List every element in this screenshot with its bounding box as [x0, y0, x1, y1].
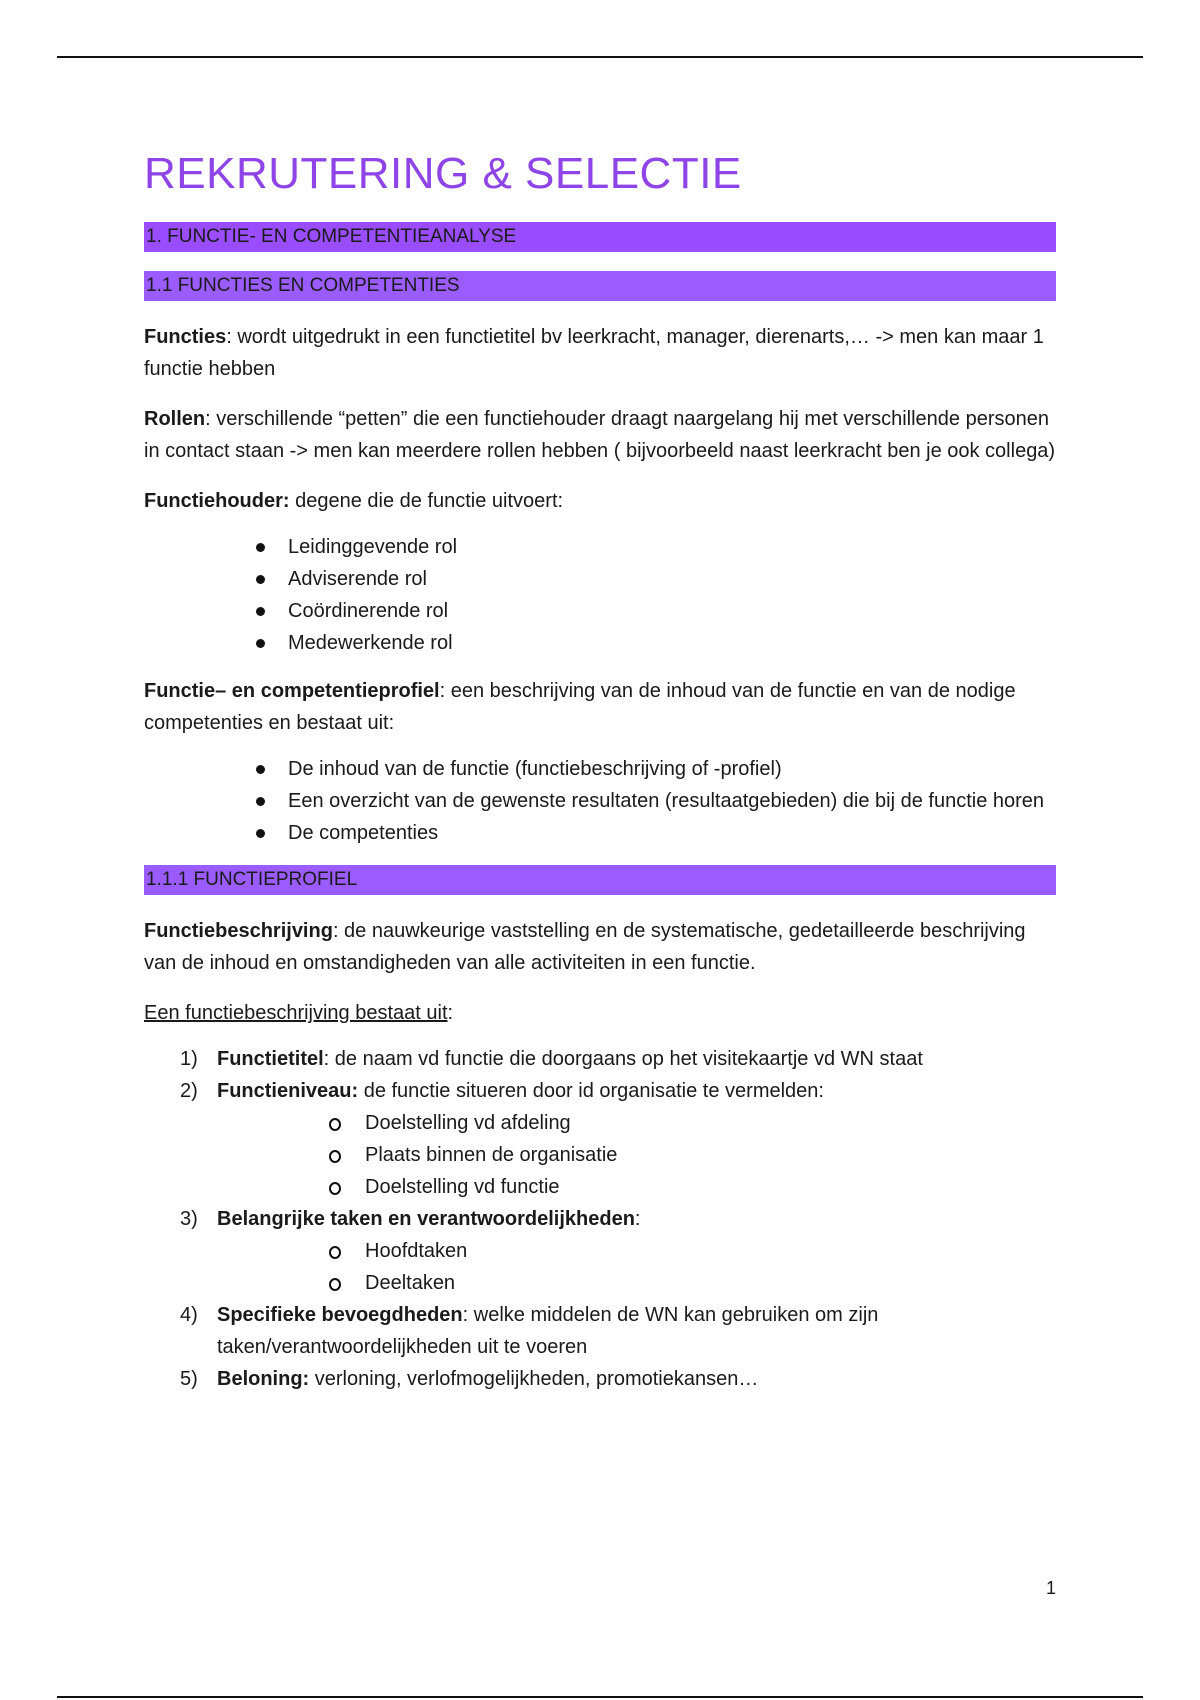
list-item — [254, 785, 1056, 817]
sub-list — [217, 1235, 1056, 1299]
sub-list-item — [327, 1235, 1056, 1267]
list-term: Specifieke bevoegdheden — [217, 1304, 463, 1327]
section-heading-1-1-1: 1.1.1 FUNCTIEPROFIEL — [144, 865, 1056, 895]
bullet-icon — [256, 543, 265, 552]
page-content — [144, 150, 1056, 1395]
sub-item-text: Doelstelling vd functie — [365, 1176, 560, 1199]
list-item-text: Coördinerende rol — [288, 600, 449, 623]
circle-bullet-icon — [329, 1246, 341, 1259]
term-profiel: Functie– en competentieprofiel — [144, 680, 440, 703]
bullet-icon — [256, 765, 265, 774]
text-profiel: : een beschrijving van de inhoud van de functie en van de nodige competenties en bestaat uit: — [144, 680, 1016, 735]
list-text: : welke middelen de WN kan gebruiken om zijn taken/verantwoordelijkheden uit te voeren — [217, 1304, 879, 1359]
list-item — [254, 531, 1056, 563]
text-functiehouder: degene die de functie uitvoert: — [289, 490, 564, 513]
list-term: Functieniveau: — [217, 1080, 359, 1103]
list-text: verloning, verlofmogelijkheden, promotiekansen… — [309, 1368, 759, 1391]
list-item-text: De inhoud van de functie (functiebeschrijving of -profiel) — [288, 758, 782, 781]
list-item — [254, 817, 1056, 849]
list-term: Beloning: — [217, 1368, 310, 1391]
list-number: 5) — [180, 1368, 198, 1391]
text-functies: : wordt uitgedrukt in een functietitel bv leerkracht, manager, dierenarts,… -> men kan maar 1 functie hebben — [144, 326, 1044, 381]
paragraph-functiebeschrijving — [144, 915, 1056, 979]
list-term: Belangrijke taken en verantwoordelijkheden — [217, 1208, 635, 1231]
text-functiebeschrijving: : de nauwkeurige vaststelling en de systematische, gedetailleerde beschrijving van de inhoud en omstandigheden van alle activiteiten in een functie. — [144, 920, 1026, 975]
profiel-list — [144, 753, 1056, 849]
circle-bullet-icon — [329, 1150, 341, 1163]
sub-list-item — [327, 1139, 1056, 1171]
sub-item-text: Doelstelling vd afdeling — [365, 1112, 571, 1135]
list-item — [254, 753, 1056, 785]
top-rule — [57, 56, 1143, 58]
paragraph-rollen — [144, 403, 1056, 467]
list-item-text: Leidinggevende rol — [288, 536, 458, 559]
sub-list-item — [327, 1107, 1056, 1139]
bullet-icon — [256, 797, 265, 806]
list-item-text: Medewerkende rol — [288, 632, 453, 655]
circle-bullet-icon — [329, 1278, 341, 1291]
sub-item-text: Deeltaken — [365, 1272, 456, 1295]
term-functies: Functies — [144, 326, 227, 349]
list-term: Functietitel — [217, 1048, 324, 1071]
sub-list-item — [327, 1171, 1056, 1203]
list-item-text: De competenties — [288, 822, 439, 845]
list-text: : de naam vd functie die doorgaans op het visitekaartje vd WN staat — [323, 1048, 923, 1071]
bottom-rule — [57, 1696, 1143, 1698]
rol-list — [144, 531, 1056, 659]
paragraph-bestaat-uit — [144, 997, 1056, 1029]
page-number: 1 — [1046, 1578, 1057, 1598]
underlined-heading: Een functiebeschrijving bestaat uit — [144, 1002, 448, 1025]
circle-bullet-icon — [329, 1182, 341, 1195]
numbered-list — [144, 1043, 1056, 1395]
list-item — [180, 1203, 1056, 1299]
list-text: : — [634, 1208, 641, 1231]
list-item-text: Adviserende rol — [288, 568, 427, 591]
list-number: 3) — [180, 1208, 198, 1231]
circle-bullet-icon — [329, 1118, 341, 1131]
term-functiebeschrijving: Functiebeschrijving — [144, 920, 333, 943]
list-item — [180, 1075, 1056, 1203]
term-rollen: Rollen — [144, 408, 206, 431]
page-title: REKRUTERING & SELECTIE — [144, 149, 742, 198]
term-functiehouder: Functiehouder: — [144, 490, 290, 513]
sub-item-text: Plaats binnen de organisatie — [365, 1144, 618, 1167]
list-item — [180, 1299, 1056, 1363]
list-item — [254, 595, 1056, 627]
paragraph-functiehouder — [144, 485, 1056, 517]
paragraph-functies — [144, 321, 1056, 385]
list-item — [180, 1363, 1056, 1395]
list-item — [254, 563, 1056, 595]
list-number: 1) — [180, 1048, 198, 1071]
section-heading-1: 1. FUNCTIE- EN COMPETENTIEANALYSE — [144, 222, 1056, 252]
list-item-text: Een overzicht van de gewenste resultaten (resultaatgebieden) die bij de functie horen — [288, 790, 1045, 813]
text-rollen: : verschillende “petten” die een functiehouder draagt naargelang hij met verschillende personen in contact staan -> men kan meerdere rollen hebben ( bijvoorbeeld naast leerkracht ben je ook collega) — [144, 408, 1056, 463]
list-number: 2) — [180, 1080, 198, 1103]
bullet-icon — [256, 607, 265, 616]
sub-item-text: Hoofdtaken — [365, 1240, 468, 1263]
sub-list — [217, 1107, 1056, 1203]
bullet-icon — [256, 575, 265, 584]
paragraph-profiel — [144, 675, 1056, 739]
list-item — [254, 627, 1056, 659]
list-text: de functie situeren door id organisatie te vermelden: — [358, 1080, 824, 1103]
list-item — [180, 1043, 1056, 1075]
bullet-icon — [256, 829, 265, 838]
section-heading-1-1: 1.1 FUNCTIES EN COMPETENTIES — [144, 271, 1056, 301]
colon: : — [447, 1002, 454, 1025]
list-number: 4) — [180, 1304, 198, 1327]
sub-list-item — [327, 1267, 1056, 1299]
bullet-icon — [256, 639, 265, 648]
